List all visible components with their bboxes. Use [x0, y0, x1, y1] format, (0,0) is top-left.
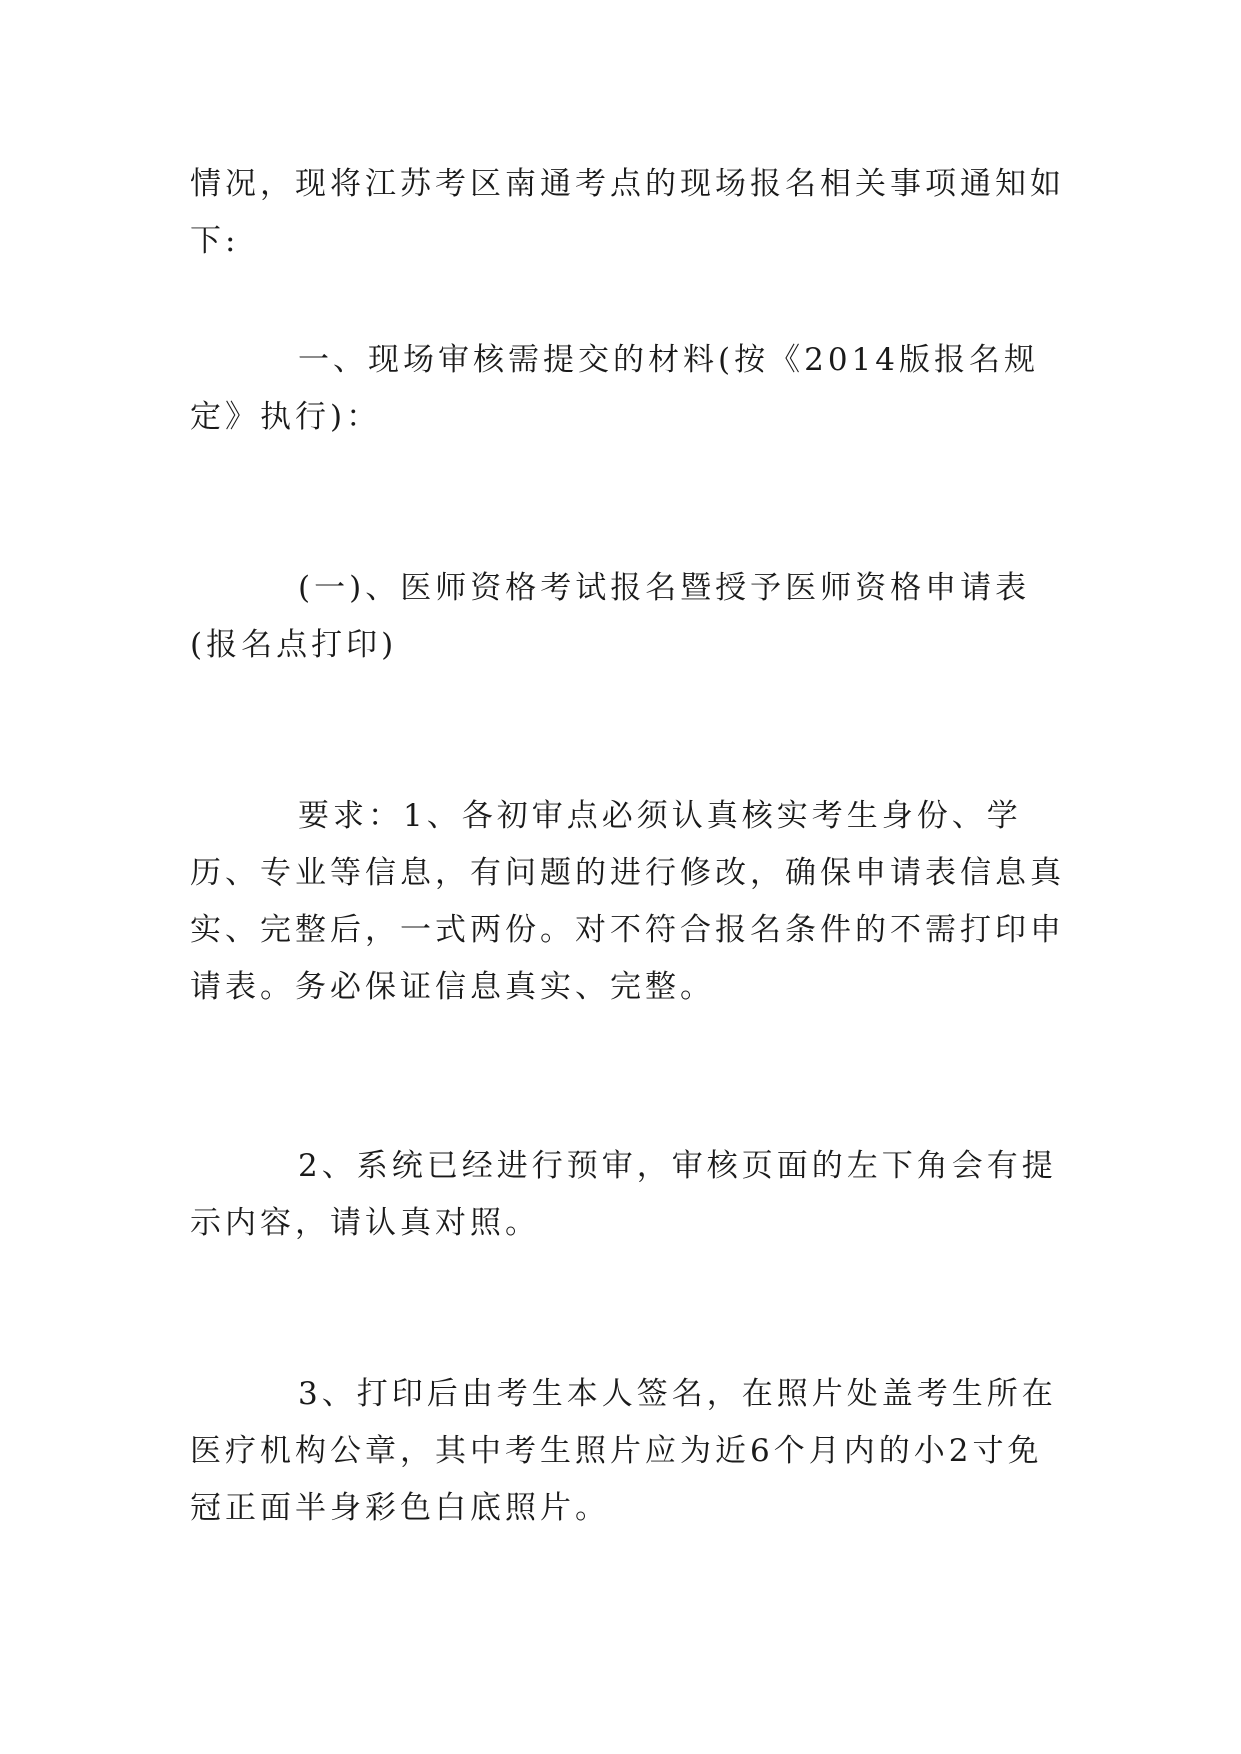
paragraph-requirement-1: 要求：1、各初审点必须认真核实考生身份、学历、专业等信息，有问题的进行修改，确保申请表信息真实、完整后，一式两份。对不符合报名条件的不需打印申请表。务必保证信息真实、完整。 [190, 798, 1065, 1005]
paragraph-requirement-2: 2、系统已经进行预审，审核页面的左下角会有提示内容，请认真对照。 [190, 1148, 1057, 1241]
paragraph-section-one: 一、现场审核需提交的材料(按《2014版报名规定》执行)： [190, 342, 1039, 435]
paragraph-subsection-one: (一)、医师资格考试报名暨授予医师资格申请表(报名点打印) [190, 570, 1031, 663]
paragraph-intro: 情况，现将江苏考区南通考点的现场报名相关事项通知如下: [190, 166, 1065, 259]
paragraph-requirement-3: 3、打印后由考生本人签名，在照片处盖考生所在医疗机构公章，其中考生照片应为近6个月内的小2寸免冠正面半身彩色白底照片。 [190, 1376, 1057, 1526]
